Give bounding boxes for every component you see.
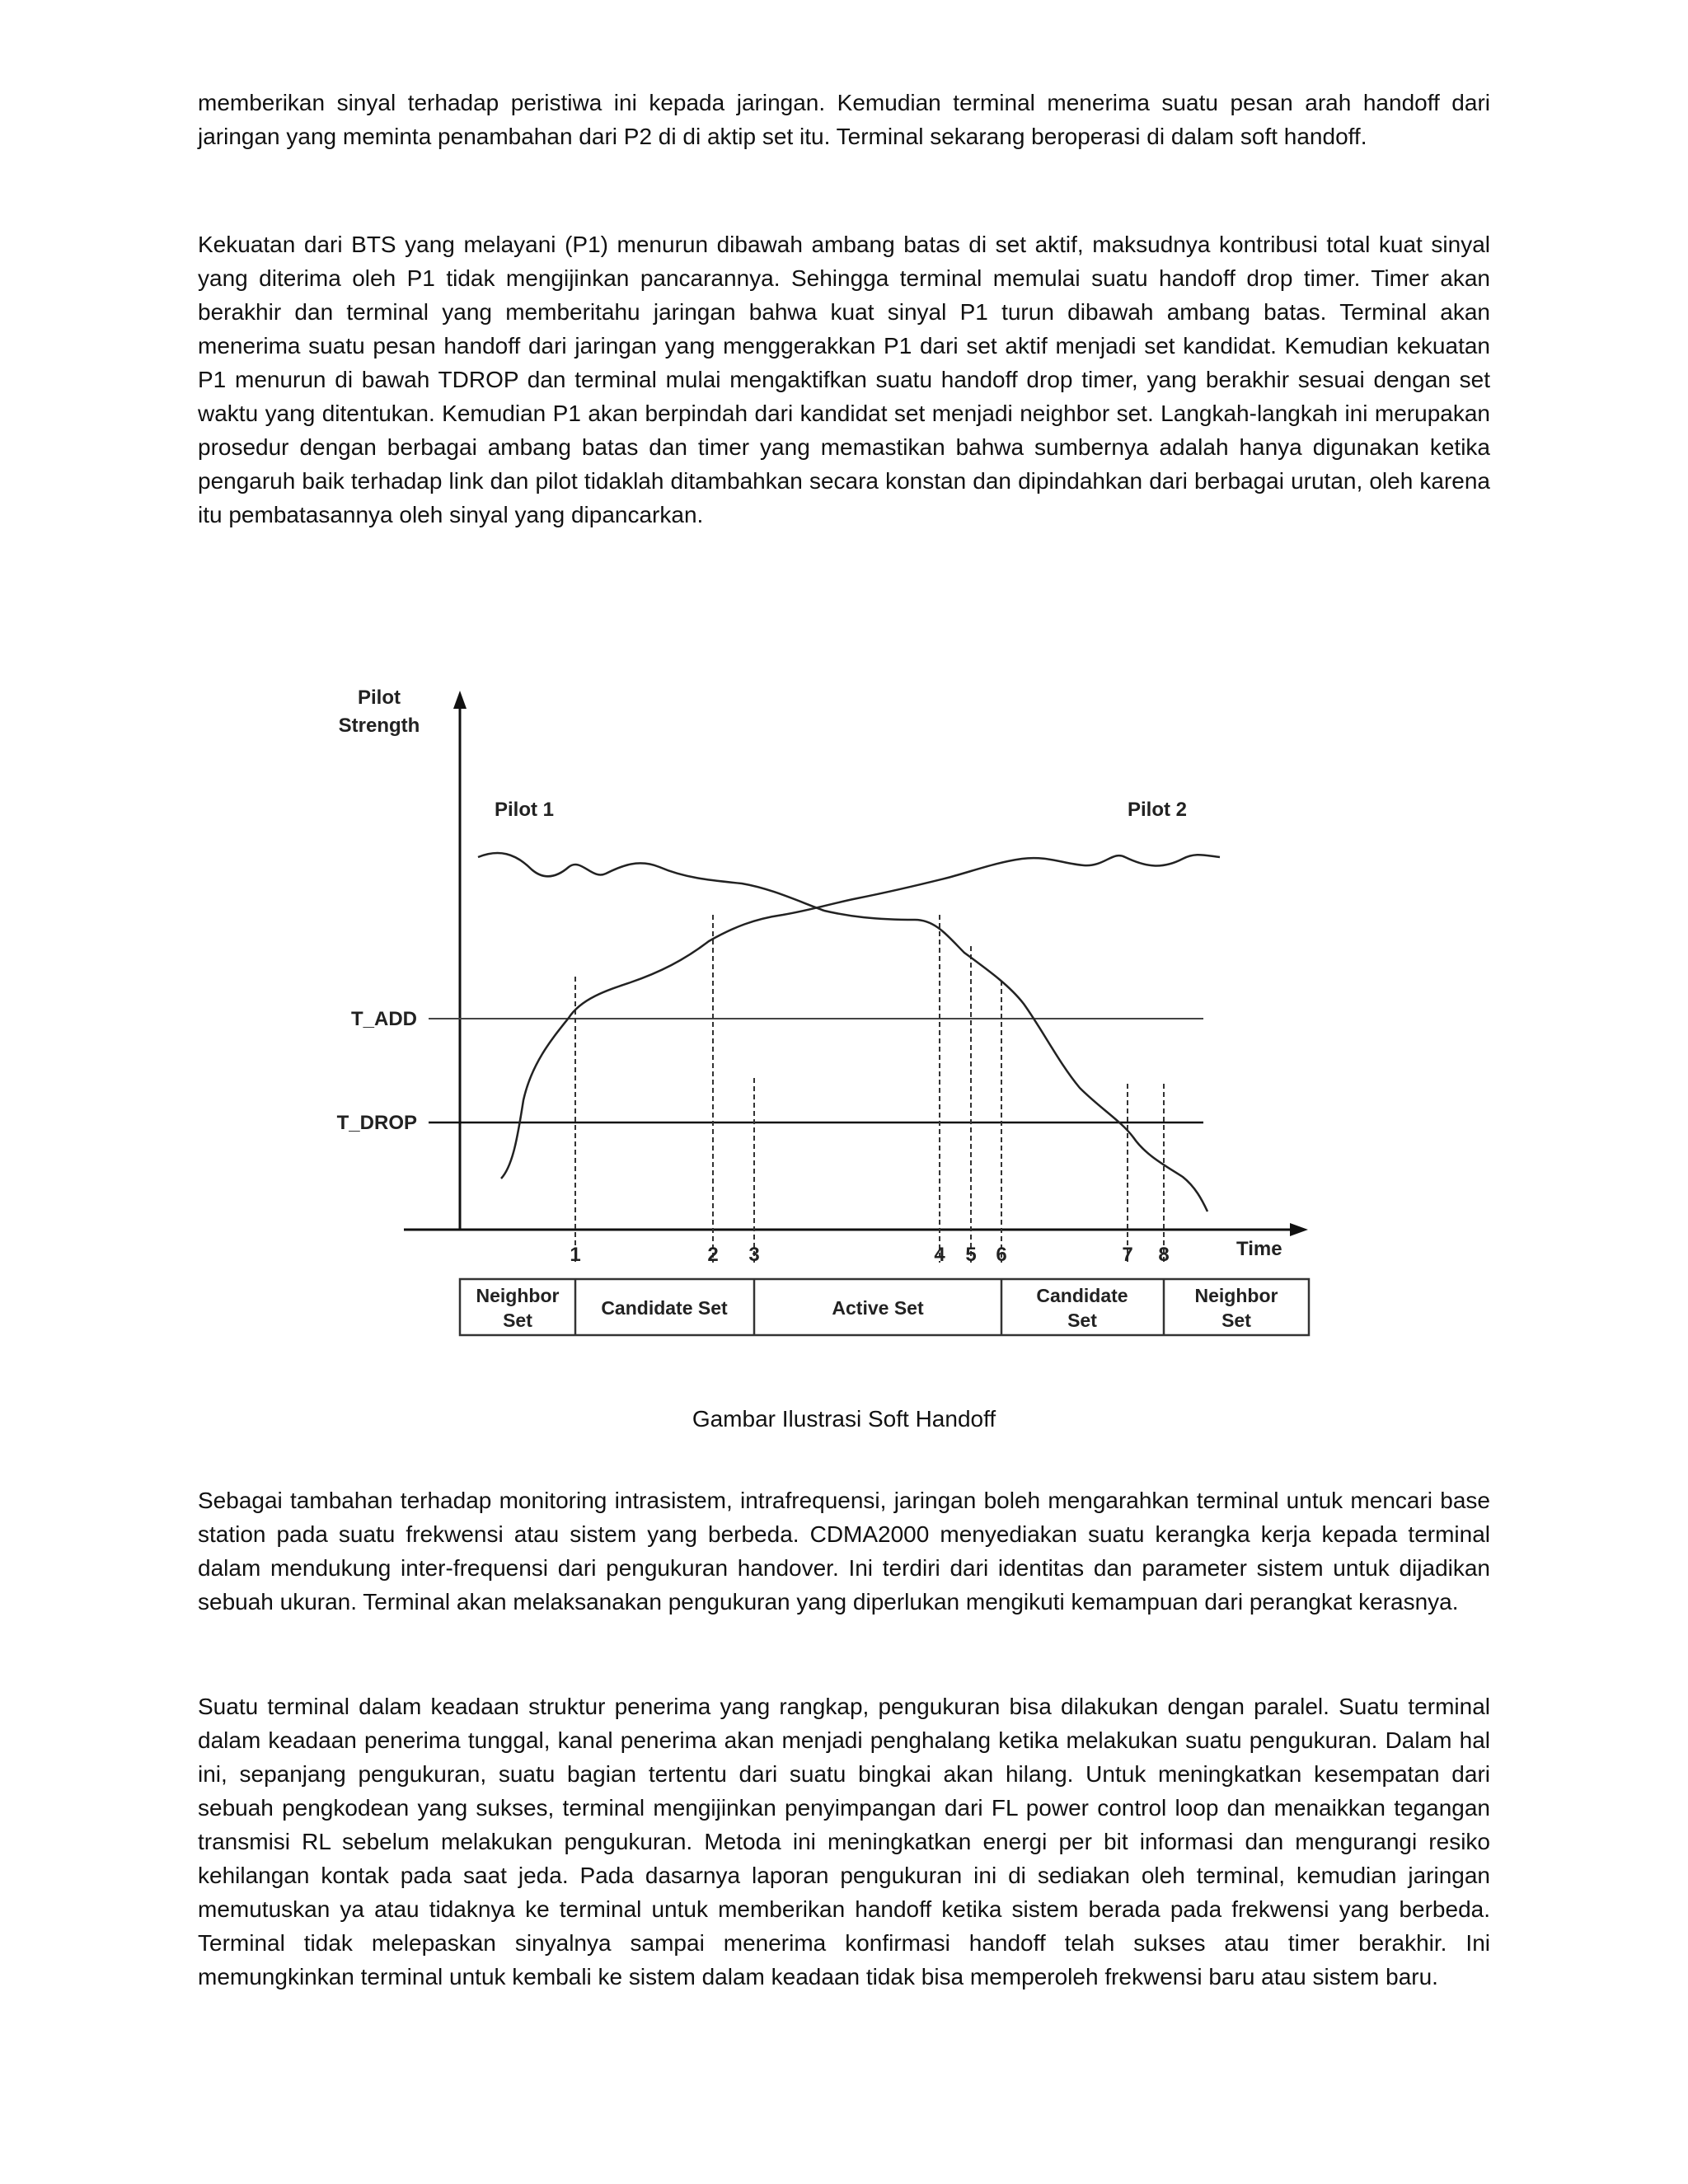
set-cell-1-line2: Set xyxy=(503,1310,532,1331)
pilot-1-curve xyxy=(478,853,1207,1212)
pilot-2-label: Pilot 2 xyxy=(1128,799,1188,821)
tick-label-5: 5 xyxy=(965,1244,977,1266)
y-axis-label-line2: Strength xyxy=(338,715,420,737)
set-cell-5-line1: Neighbor xyxy=(1194,1285,1278,1306)
set-cell-2-line1: Candidate Set xyxy=(601,1297,728,1319)
pilot-2-curve xyxy=(501,855,1220,1179)
soft-handoff-figure xyxy=(321,676,1335,1360)
paragraph-1: memberikan sinyal terhadap peristiwa ini kepada jaringan. Kemudian terminal menerima suatu pesan arah handoff dari jaringan yang meminta penambahan dari P2 di di aktip set itu. Terminal sekarang beroperasi di dalam soft handoff. xyxy=(198,90,1490,149)
y-axis-arrow xyxy=(453,691,467,709)
figure-caption: Gambar Ilustrasi Soft Handoff xyxy=(692,1406,996,1432)
set-cell-1-line1: Neighbor xyxy=(476,1285,560,1306)
tick-label-7: 7 xyxy=(1122,1244,1133,1266)
x-axis-arrow xyxy=(1290,1223,1308,1236)
set-cell-4-line2: Set xyxy=(1067,1310,1097,1331)
set-cell-5-line2: Set xyxy=(1221,1310,1251,1331)
tick-label-2: 2 xyxy=(707,1244,719,1266)
set-cell-3-line1: Active Set xyxy=(832,1297,924,1319)
t-add-label: T_ADD xyxy=(350,1008,417,1030)
soft-handoff-diagram xyxy=(321,676,1335,1360)
tick-label-4: 4 xyxy=(934,1244,945,1266)
paragraph-3: Sebagai tambahan terhadap monitoring intrasistem, intrafrequensi, jaringan boleh mengarahkan terminal untuk mencari base station pada suatu frekwensi atau sistem yang berbeda. CDMA2000 menyediakan suatu kerangka kerja kepada terminal dalam mendukung inter-frequensi dari pengukuran handover. Ini terdiri dari identitas dan parameter sistem untuk dijadikan sebuah ukuran. Terminal akan melaksanakan pengukuran yang diperlukan mengikuti kemampuan dari perangkat kerasnya. xyxy=(198,1488,1490,1615)
tick-label-3: 3 xyxy=(748,1244,760,1266)
set-cell-4-line1: Candidate xyxy=(1036,1285,1128,1306)
tick-label-6: 6 xyxy=(996,1244,1007,1266)
t-drop-label: T_DROP xyxy=(336,1112,417,1134)
paragraph-2: Kekuatan dari BTS yang melayani (P1) menurun dibawah ambang batas di set aktif, maksudnya kontribusi total kuat sinyal yang diterima oleh P1 tidak mengijinkan pancarannya. Sehingga terminal memulai suatu handoff drop timer. Timer akan berakhir dan terminal yang memberitahu jaringan bahwa kuat sinyal P1 turun dibawah ambang batas. Terminal akan menerima suatu pesan handoff dari jaringan yang menggerakkan P1 dari set aktif menjadi set kandidat. Kemudian kekuatan P1 menurun di bawah TDROP dan terminal mulai mengaktifkan suatu handoff drop timer, yang berakhir sesuai dengan set waktu yang ditentukan. Kemudian P1 akan berpindah dari kandidat set menjadi neighbor set. Langkah-langkah ini merupakan prosedur dengan berbagai ambang batas dan timer yang memastikan bahwa sumbernya adalah hanya digunakan ketika pengaruh baik terhadap link dan pilot tidaklah ditambahkan secara konstan dan dipindahkan dari berbagai urutan, oleh karena itu pembatasannya oleh sinyal yang dipancarkan. xyxy=(198,232,1490,527)
set-table xyxy=(460,1279,1309,1335)
event-lines xyxy=(575,915,1164,1263)
x-axis-label: Time xyxy=(1236,1238,1282,1260)
tick-label-1: 1 xyxy=(570,1244,581,1266)
paragraph-4: Suatu terminal dalam keadaan struktur penerima yang rangkap, pengukuran bisa dilakukan dengan paralel. Suatu terminal dalam keadaan penerima tunggal, kanal penerima akan menjadi penghalang ketika melakukan suatu pengukuran. Dalam hal ini, sepanjang pengukuran, suatu bagian tertentu dari suatu bingkai akan hilang. Untuk meningkatkan kesempatan dari sebuah pengkodean yang sukses, terminal mengijinkan penyimpangan dari FL power control loop dan menaikkan tegangan transmisi RL sebelum melakukan pengukuran. Metoda ini meningkatkan energi per bit informasi dan mengurangi resiko kehilangan kontak pada saat jeda. Pada dasarnya laporan pengukuran ini di sediakan oleh terminal, kemudian jaringan memutuskan ya atau tidaknya ke terminal untuk memberikan handoff ketika sistem berada pada frekwensi yang berbeda. Terminal tidak melepaskan sinyalnya sampai menerima konfirmasi handoff telah sukses atau timer berakhir. Ini memungkinkan terminal untuk kembali ke sistem dalam keadaan tidak bisa memperoleh frekwensi baru atau sistem baru. xyxy=(198,1694,1490,1990)
y-axis-label-line1: Pilot xyxy=(358,687,401,709)
tick-label-8: 8 xyxy=(1158,1244,1170,1266)
pilot-1-label: Pilot 1 xyxy=(495,799,555,821)
